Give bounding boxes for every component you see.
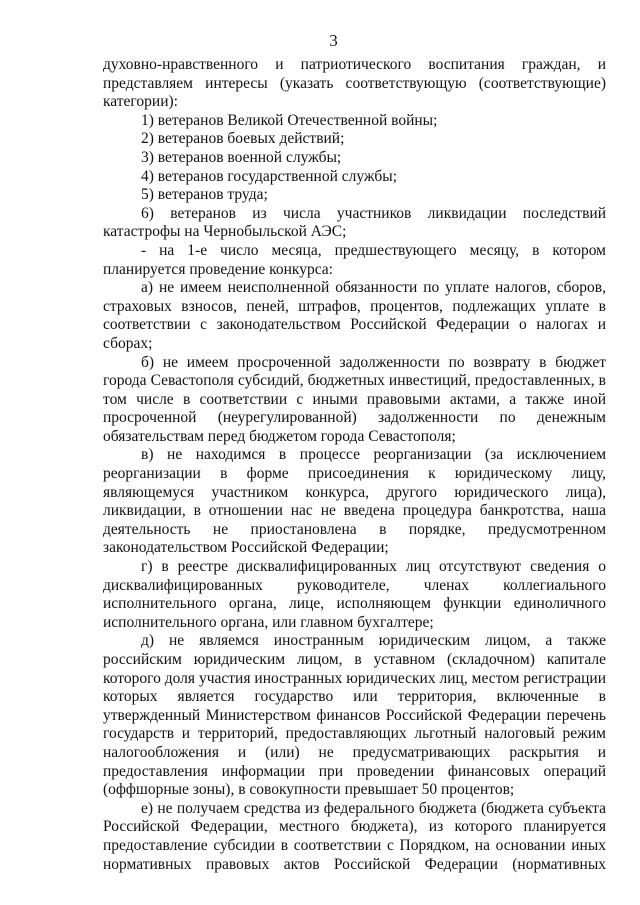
paragraph-date-clause: - на 1-е число месяца, предшествующего месяцу, в котором планируется проведение конкурса: xyxy=(103,241,606,278)
page-number: 3 xyxy=(329,31,338,50)
list-item-veterans-military: 3) ветеранов военной службы; xyxy=(141,148,342,166)
list-item-veterans-civil-service: 4) ветеранов государственной службы; xyxy=(141,167,398,185)
clause-v: в) не находимся в процессе реорганизации (за исключением реорганизации в форме присоединения к юридическому лицу, являющемуся участником конкурса, другого юридического лица), ликвидации, в отношении нас не введена процедура банкротства, наша деятельность не приостановлена в порядке, предусмотренном законодательством Российской Федерации; xyxy=(103,446,606,557)
list-item-veterans-labor: 5) ветеранов труда; xyxy=(141,186,268,204)
clause-b: б) не имеем просроченной задолженности по возврату в бюджет города Севастополя субсидий, бюджетных инвестиций, предоставленных, в том числе в соответствии с иными правовыми актами, а также иной просроченной (неурегулированной) задолженности по денежным обязательствам перед бюджетом города Севастополя; xyxy=(103,353,606,445)
list-item-veterans-wwii: 1) ветеранов Великой Отечественной войны; xyxy=(141,111,438,129)
list-item-veterans-chernobyl: 6) ветеранов из числа участников ликвидации последствий катастрофы на Чернобыльской АЭС; xyxy=(103,204,606,241)
document-body xyxy=(103,56,606,874)
clause-g: г) в реестре дисквалифицированных лиц отсутствуют сведения о дисквалифицированных руководителе, членах коллегиального исполнительного органа, лице, исполняющем функции единоличного исполнительного органа, или главном бухгалтере; xyxy=(103,558,606,631)
clause-a: а) не имеем неисполненной обязанности по уплате налогов, сборов, страховых взносов, пеней, штрафов, процентов, подлежащих уплате в соответствии с законодательством Российской Федерации о налогах и сборах; xyxy=(103,279,606,352)
clause-e: е) не получаем средства из федерального бюджета (бюджета субъекта Российской Федерации, местного бюджета), из которого планируется предоставление субсидии в соответствии с Порядком, на основании иных нормативных правовых актов Российской Федерации (нормативных xyxy=(103,799,606,873)
paragraph-continuation: духовно-нравственного и патриотического воспитания граждан, и представляем интересы (указать соответствующую (соответствующие) категории): xyxy=(103,56,606,111)
list-item-veterans-combat: 2) ветеранов боевых действий; xyxy=(141,130,345,148)
clause-d: д) не являемся иностранным юридическим лицом, а также российским юридическим лицом, в уставном (складочном) капитале которого доля участия иностранных юридических лиц, местом регистрации которых является государство или территория, включенные в утвержденный Министерством финансов Российской Федерации перечень государств и территорий, предоставляющих льготный налоговый режим налогообложения и (или) не предусматривающих раскрытия и предоставления информации при проведении финансовых операций (оффшорные зоны), в совокупности превышает 50 процентов; xyxy=(103,632,606,799)
